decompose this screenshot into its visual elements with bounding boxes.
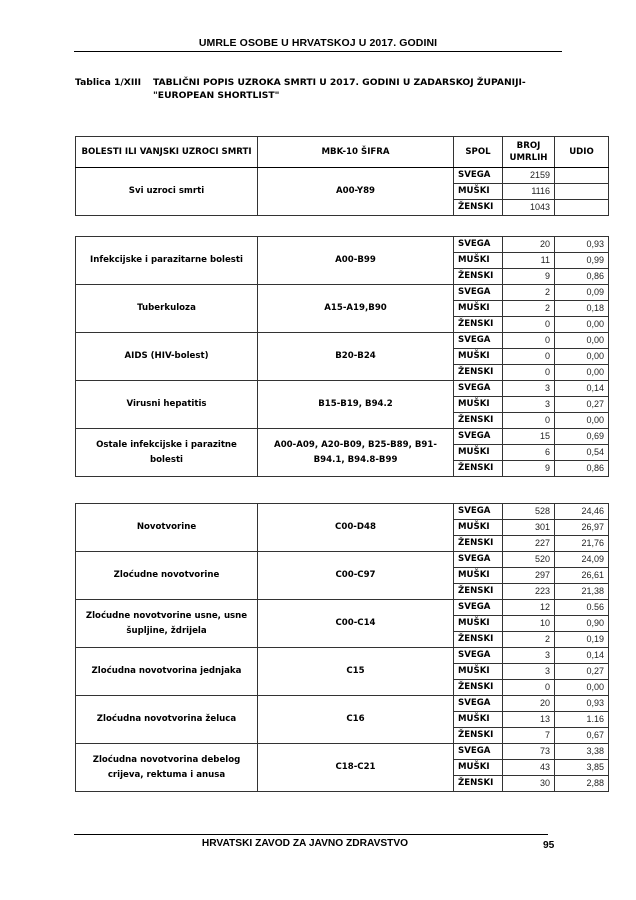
- share-value: 26,97: [555, 520, 609, 536]
- share-value: 0.56: [555, 600, 609, 616]
- sex-label: ŽENSKI: [454, 461, 503, 477]
- death-count: 73: [503, 744, 555, 760]
- death-count: 0: [503, 349, 555, 365]
- cause-name: Zloćudna novotvorina jednjaka: [76, 648, 258, 696]
- icd-code: B15-B19, B94.2: [258, 381, 454, 429]
- cause-name: Virusni hepatitis: [76, 381, 258, 429]
- death-count: 297: [503, 568, 555, 584]
- sex-label: SVEGA: [454, 333, 503, 349]
- cause-name: Novotvorine: [76, 504, 258, 552]
- page-number: 95: [543, 840, 555, 851]
- share-value: 0,19: [555, 632, 609, 648]
- footer-rule: [74, 834, 548, 835]
- table-block-neoplasms: [75, 503, 609, 792]
- cause-name: Zloćudna novotvorina želuca: [76, 696, 258, 744]
- icd-code: C16: [258, 696, 454, 744]
- col-header-cause: BOLESTI ILI VANJSKI UZROCI SMRTI: [76, 137, 258, 168]
- share-value: 24,09: [555, 552, 609, 568]
- table-label: Tablica 1/XIII: [75, 77, 142, 88]
- cause-name: Ostale infekcijske i parazitne bolesti: [76, 429, 258, 477]
- sex-label: SVEGA: [454, 168, 503, 184]
- table-row: [76, 696, 609, 712]
- sex-label: SVEGA: [454, 237, 503, 253]
- share-value: 0,00: [555, 413, 609, 429]
- table-row: [76, 600, 609, 616]
- sex-label: MUŠKI: [454, 616, 503, 632]
- sex-label: MUŠKI: [454, 301, 503, 317]
- sex-label: ŽENSKI: [454, 776, 503, 792]
- sex-label: MUŠKI: [454, 445, 503, 461]
- icd-code: C15: [258, 648, 454, 696]
- share-value: 24,46: [555, 504, 609, 520]
- table-title: TABLIČNI POPIS UZROKA SMRTI U 2017. GODINI U ZADARSKOJ ŽUPANIJI- "EUROPEAN SHORTLIST": [153, 77, 526, 101]
- sex-label: SVEGA: [454, 504, 503, 520]
- col-header-share: UDIO: [555, 137, 609, 168]
- table-row: [76, 168, 609, 184]
- col-header-deaths: BROJ UMRLIH: [503, 137, 555, 168]
- table-header-row: [76, 137, 609, 168]
- table-block-all-causes: [75, 136, 609, 216]
- icd-code: C00-D48: [258, 504, 454, 552]
- death-count: 0: [503, 333, 555, 349]
- death-count: 528: [503, 504, 555, 520]
- cause-name: Svi uzroci smrti: [76, 168, 258, 216]
- icd-code: A00-B99: [258, 237, 454, 285]
- share-value: [555, 168, 609, 184]
- death-count: 1043: [503, 200, 555, 216]
- table-row: [76, 381, 609, 397]
- share-value: 0,00: [555, 365, 609, 381]
- death-count: 2: [503, 285, 555, 301]
- death-count: 6: [503, 445, 555, 461]
- death-count: 20: [503, 696, 555, 712]
- share-value: 26,61: [555, 568, 609, 584]
- death-count: 15: [503, 429, 555, 445]
- table-row: [76, 333, 609, 349]
- share-value: 0,86: [555, 461, 609, 477]
- death-count: 301: [503, 520, 555, 536]
- table-row: [76, 744, 609, 760]
- sex-label: SVEGA: [454, 696, 503, 712]
- sex-label: ŽENSKI: [454, 728, 503, 744]
- cause-name: Infekcijske i parazitarne bolesti: [76, 237, 258, 285]
- icd-code: A00-A09, A20-B09, B25-B89, B91-B94.1, B94.8-B99: [258, 429, 454, 477]
- share-value: 0,00: [555, 680, 609, 696]
- death-count: 2: [503, 632, 555, 648]
- cause-name: Zloćudna novotvorina debelog crijeva, rektuma i anusa: [76, 744, 258, 792]
- death-count: 2: [503, 301, 555, 317]
- running-header: UMRLE OSOBE U HRVATSKOJ U 2017. GODINI: [198, 37, 438, 49]
- sex-label: ŽENSKI: [454, 365, 503, 381]
- death-count: 2159: [503, 168, 555, 184]
- death-count: 0: [503, 317, 555, 333]
- share-value: [555, 184, 609, 200]
- sex-label: SVEGA: [454, 648, 503, 664]
- sex-label: MUŠKI: [454, 184, 503, 200]
- share-value: 0,54: [555, 445, 609, 461]
- death-count: 3: [503, 664, 555, 680]
- sex-label: ŽENSKI: [454, 317, 503, 333]
- share-value: 0,27: [555, 664, 609, 680]
- sex-label: MUŠKI: [454, 760, 503, 776]
- sex-label: SVEGA: [454, 744, 503, 760]
- death-count: 0: [503, 413, 555, 429]
- share-value: 0,14: [555, 648, 609, 664]
- share-value: 0,09: [555, 285, 609, 301]
- icd-code: C00-C97: [258, 552, 454, 600]
- table-row: [76, 237, 609, 253]
- sex-label: MUŠKI: [454, 349, 503, 365]
- share-value: 0,99: [555, 253, 609, 269]
- sex-label: MUŠKI: [454, 568, 503, 584]
- death-count: 10: [503, 616, 555, 632]
- sex-label: SVEGA: [454, 600, 503, 616]
- sex-label: MUŠKI: [454, 712, 503, 728]
- death-count: 0: [503, 680, 555, 696]
- sex-label: ŽENSKI: [454, 200, 503, 216]
- death-count: 9: [503, 461, 555, 477]
- icd-code: C18-C21: [258, 744, 454, 792]
- sex-label: MUŠKI: [454, 664, 503, 680]
- cause-name: Tuberkuloza: [76, 285, 258, 333]
- table-row: [76, 429, 609, 445]
- share-value: 0,69: [555, 429, 609, 445]
- header-rule: [74, 51, 562, 52]
- sex-label: MUŠKI: [454, 253, 503, 269]
- col-header-code: MBK-10 ŠIFRA: [258, 137, 454, 168]
- death-count: 520: [503, 552, 555, 568]
- death-count: 3: [503, 648, 555, 664]
- sex-label: ŽENSKI: [454, 632, 503, 648]
- table-row: [76, 552, 609, 568]
- cause-name: AIDS (HIV-bolest): [76, 333, 258, 381]
- death-count: 13: [503, 712, 555, 728]
- icd-code: A15-A19,B90: [258, 285, 454, 333]
- share-value: 0,90: [555, 616, 609, 632]
- sex-label: MUŠKI: [454, 397, 503, 413]
- share-value: [555, 200, 609, 216]
- footer-text: HRVATSKI ZAVOD ZA JAVNO ZDRAVSTVO: [201, 838, 409, 849]
- share-value: 0,93: [555, 237, 609, 253]
- icd-code: A00-Y89: [258, 168, 454, 216]
- icd-code: B20-B24: [258, 333, 454, 381]
- death-count: 3: [503, 397, 555, 413]
- share-value: 1.16: [555, 712, 609, 728]
- death-count: 3: [503, 381, 555, 397]
- death-count: 12: [503, 600, 555, 616]
- share-value: 0,00: [555, 349, 609, 365]
- share-value: 0,67: [555, 728, 609, 744]
- death-count: 0: [503, 365, 555, 381]
- sex-label: ŽENSKI: [454, 269, 503, 285]
- death-count: 30: [503, 776, 555, 792]
- sex-label: MUŠKI: [454, 520, 503, 536]
- sex-label: ŽENSKI: [454, 680, 503, 696]
- death-count: 11: [503, 253, 555, 269]
- share-value: 0,14: [555, 381, 609, 397]
- cause-name: Zloćudne novotvorine usne, usne šupljine, ždrijela: [76, 600, 258, 648]
- sex-label: SVEGA: [454, 552, 503, 568]
- table-row: [76, 285, 609, 301]
- share-value: 0,00: [555, 317, 609, 333]
- death-count: 9: [503, 269, 555, 285]
- table-row: [76, 648, 609, 664]
- share-value: 3,38: [555, 744, 609, 760]
- table-row: [76, 504, 609, 520]
- share-value: 0,86: [555, 269, 609, 285]
- icd-code: C00-C14: [258, 600, 454, 648]
- share-value: 0,27: [555, 397, 609, 413]
- death-count: 20: [503, 237, 555, 253]
- sex-label: SVEGA: [454, 381, 503, 397]
- sex-label: ŽENSKI: [454, 413, 503, 429]
- share-value: 21,76: [555, 536, 609, 552]
- cause-name: Zloćudne novotvorine: [76, 552, 258, 600]
- share-value: 0,18: [555, 301, 609, 317]
- table-block-infectious: [75, 236, 609, 477]
- sex-label: ŽENSKI: [454, 536, 503, 552]
- sex-label: SVEGA: [454, 285, 503, 301]
- col-header-sex: SPOL: [454, 137, 503, 168]
- share-value: 21,38: [555, 584, 609, 600]
- death-count: 7: [503, 728, 555, 744]
- share-value: 0,93: [555, 696, 609, 712]
- death-count: 1116: [503, 184, 555, 200]
- share-value: 3,85: [555, 760, 609, 776]
- death-count: 227: [503, 536, 555, 552]
- share-value: 0,00: [555, 333, 609, 349]
- share-value: 2,88: [555, 776, 609, 792]
- sex-label: ŽENSKI: [454, 584, 503, 600]
- death-count: 43: [503, 760, 555, 776]
- sex-label: SVEGA: [454, 429, 503, 445]
- death-count: 223: [503, 584, 555, 600]
